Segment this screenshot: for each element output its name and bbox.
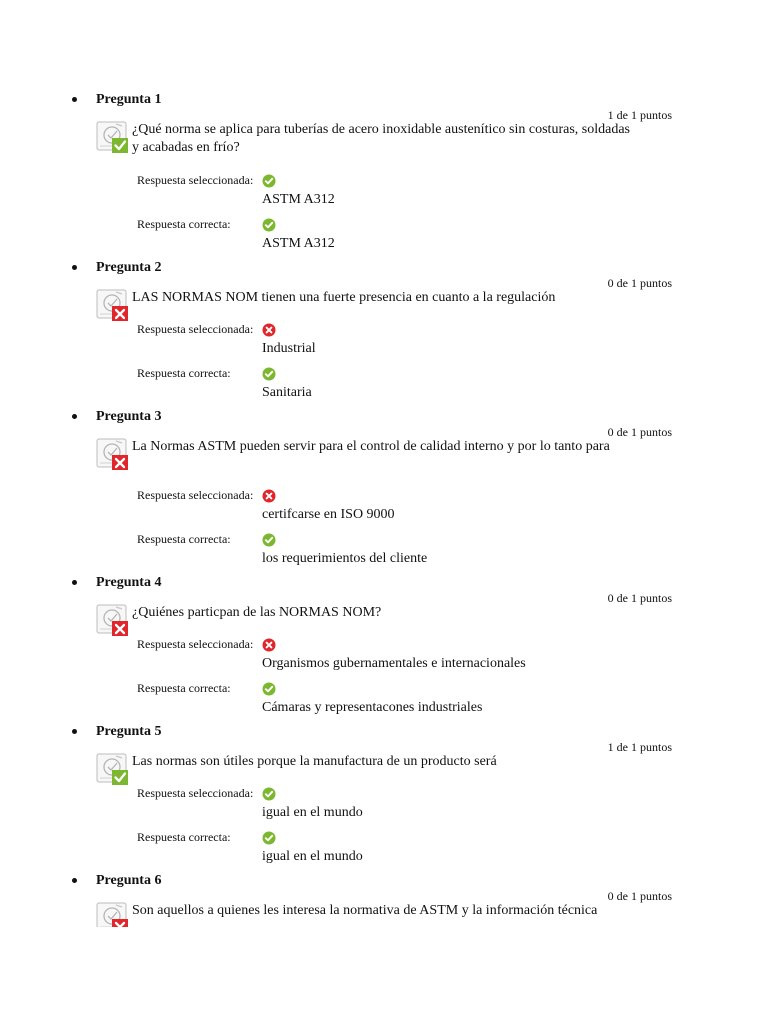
selected-answer-label: Respuesta seleccionada:	[137, 637, 254, 651]
question-points: 0 de 1 puntos	[607, 276, 672, 290]
bullet	[72, 265, 77, 270]
question-incorrect-icon	[96, 437, 130, 471]
question-title: Pregunta 4	[96, 575, 162, 590]
question-text: Son aquellos a quienes les interesa la normativa de ASTM y la información técnica	[132, 903, 598, 918]
answer-incorrect-icon	[262, 323, 276, 337]
question-points: 0 de 1 puntos	[607, 889, 672, 903]
selected-answer-value: igual en el mundo	[262, 805, 363, 820]
correct-answer-value: igual en el mundo	[262, 849, 363, 864]
answer-correct-icon	[262, 682, 276, 696]
bullet	[72, 414, 77, 419]
question-title: Pregunta 3	[96, 409, 162, 424]
question-text: ¿Qué norma se aplica para tuberías de acero inoxidable austenítico sin costuras, soldadas y acabadas en frío?	[132, 122, 630, 155]
question-title: Pregunta 1	[96, 92, 162, 107]
correct-answer-value: los requerimientos del cliente	[262, 551, 428, 566]
answer-correct-icon	[262, 533, 276, 547]
question-correct-icon	[96, 120, 130, 154]
correct-answer-label: Respuesta correcta:	[137, 532, 231, 546]
selected-answer-value: Industrial	[262, 341, 316, 356]
selected-answer-value: certifcarse en ISO 9000	[262, 507, 395, 522]
answer-incorrect-icon	[262, 489, 276, 503]
question-text: LAS NORMAS NOM tienen una fuerte presencia en cuanto a la regulación	[132, 290, 556, 305]
bullet	[72, 580, 77, 585]
question-title: Pregunta 6	[96, 873, 162, 888]
bullet	[72, 97, 77, 102]
question-points: 0 de 1 puntos	[607, 591, 672, 605]
selected-answer-label: Respuesta seleccionada:	[137, 322, 254, 336]
correct-answer-label: Respuesta correcta:	[137, 217, 231, 231]
question-points: 1 de 1 puntos	[607, 740, 672, 754]
answer-correct-icon	[262, 787, 276, 801]
question-title: Pregunta 2	[96, 260, 162, 275]
bullet	[72, 878, 77, 883]
correct-answer-label: Respuesta correcta:	[137, 366, 231, 380]
question-incorrect-icon	[96, 288, 130, 322]
bullet	[72, 729, 77, 734]
question-incorrect-icon	[96, 901, 130, 927]
correct-answer-value: Cámaras y representacones industriales	[262, 700, 483, 715]
question-text: ¿Quiénes particpan de las NORMAS NOM?	[132, 605, 382, 620]
question-title: Pregunta 5	[96, 724, 162, 739]
correct-answer-label: Respuesta correcta:	[137, 681, 231, 695]
question-points: 1 de 1 puntos	[607, 108, 672, 122]
question-incorrect-icon	[96, 603, 130, 637]
answer-correct-icon	[262, 174, 276, 188]
selected-answer-label: Respuesta seleccionada:	[137, 786, 254, 800]
selected-answer-label: Respuesta seleccionada:	[137, 173, 254, 187]
correct-answer-label: Respuesta correcta:	[137, 830, 231, 844]
selected-answer-value: ASTM A312	[262, 192, 335, 207]
answer-correct-icon	[262, 367, 276, 381]
correct-answer-value: Sanitaria	[262, 385, 312, 400]
question-points: 0 de 1 puntos	[607, 425, 672, 439]
answer-incorrect-icon	[262, 638, 276, 652]
question-text: Las normas son útiles porque la manufactura de un producto será	[132, 754, 497, 769]
answer-correct-icon	[262, 831, 276, 845]
correct-answer-value: ASTM A312	[262, 236, 335, 251]
question-text: La Normas ASTM pueden servir para el control de calidad interno y por lo tanto para	[132, 439, 610, 454]
question-correct-icon	[96, 752, 130, 786]
selected-answer-label: Respuesta seleccionada:	[137, 488, 254, 502]
selected-answer-value: Organismos gubernamentales e internacionales	[262, 656, 526, 671]
answer-correct-icon	[262, 218, 276, 232]
